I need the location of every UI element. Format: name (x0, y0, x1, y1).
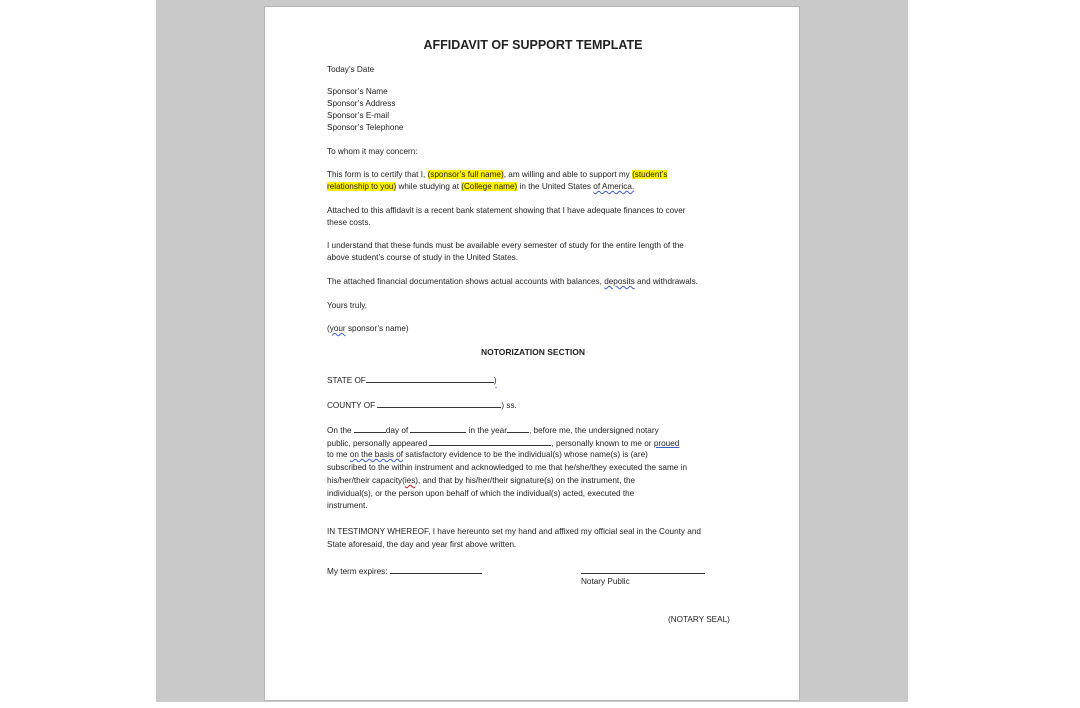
sponsor-name-line: Sponsor’s Name (327, 87, 388, 96)
term-blank (390, 565, 482, 574)
certify-text: This form is to certify that I, (327, 170, 428, 179)
paragraph-bank-line-2: these costs. (327, 218, 371, 227)
signature-line (327, 324, 409, 334)
grammar-flag: proued (653, 439, 680, 448)
paragraph-funds-line-1: I understand that these funds must be available every semester of study for the entire length of the (327, 241, 684, 250)
paragraph-bank-line-1: Attached to this affidavit is a recent bank statement showing that I have adequate finances to cover (327, 206, 686, 215)
county-label: COUNTY OF (327, 401, 376, 410)
salutation: To whom it may concern: (327, 147, 418, 156)
spelling-flag: ies (404, 476, 416, 485)
month-blank (410, 424, 466, 433)
student-relationship-placeholder: (student’s (632, 170, 668, 179)
documentation-text: The attached financial documentation shows actual accounts with balances, (327, 277, 605, 286)
term-label: My term expires: (327, 567, 390, 576)
closing: Yours truly, (327, 301, 368, 310)
notary-text: day of (385, 426, 411, 435)
grammar-flag: your (329, 324, 346, 333)
notary-public-label: Notary Public (581, 577, 630, 586)
notary-text: , before me, the undersigned notary (528, 426, 659, 435)
documentation-text: and withdrawals. (634, 277, 698, 286)
state-of-line (327, 374, 497, 386)
grammar-flag: of America. (593, 182, 635, 191)
paragraph-funds-line-2: above student’s course of study in the United States. (327, 253, 519, 262)
notary-line-4: subscribed to the within instrument and acknowledged to me that he/she/they executed the same in (327, 463, 688, 472)
state-label: STATE OF (327, 376, 366, 385)
certify-text: while studying at (396, 182, 462, 191)
signature-text: sponsor’s name) (345, 324, 409, 333)
term-expires-line (327, 565, 482, 577)
county-of-line (327, 399, 517, 411)
notarization-heading: NOTORIZATION SECTION (480, 347, 586, 357)
paragraph-certify-line-2 (327, 182, 634, 192)
document-page (264, 6, 800, 701)
student-relationship-placeholder: relationship to you) (327, 182, 397, 191)
county-ss: ) ss. (501, 401, 517, 410)
paragraph-documentation (327, 277, 698, 287)
notary-text: , personally known to me or (551, 439, 654, 448)
county-blank (377, 399, 501, 408)
state-close-paren: ) (493, 376, 497, 385)
document-title: AFFIDAVIT OF SUPPORT TEMPLATE (423, 38, 643, 52)
testimony-line-2: State aforesaid, the day and year first above written. (327, 540, 517, 549)
notary-line-2 (327, 437, 679, 449)
notary-line-5 (327, 476, 635, 486)
sponsor-phone-line: Sponsor’s Telephone (327, 123, 404, 132)
date-line: Today’s Date (327, 65, 375, 74)
notary-text: satisfactory evidence to be the individual(s) whose name(s) is (are) (403, 450, 648, 459)
notary-signature-line (581, 573, 705, 574)
notary-line-1 (327, 424, 659, 436)
appeared-blank (429, 437, 551, 446)
year-blank (507, 424, 529, 433)
certify-text: in the United States (517, 182, 594, 191)
notary-text: On the (327, 426, 354, 435)
sponsor-full-name-placeholder: (sponsor’s full name) (427, 170, 504, 179)
certify-text: , am willing and able to support my (503, 170, 633, 179)
notary-line-7: instrument. (327, 501, 368, 510)
notary-seal-label: (NOTARY SEAL) (668, 615, 730, 624)
sponsor-address-line: Sponsor’s Address (327, 99, 396, 108)
state-blank (366, 374, 494, 383)
notary-text: public, personally appeared (327, 439, 430, 448)
testimony-line-1: IN TESTIMONY WHEREOF, I have hereunto set my hand and affixed my official seal in the County and (327, 527, 701, 536)
notary-line-6: individual(s), or the person upon behalf of which the individual(s) acted, executed the (327, 489, 635, 498)
paragraph-certify-line-1 (327, 170, 667, 180)
signature-text: ( (327, 324, 330, 333)
notary-text: to me (327, 450, 350, 459)
notary-text: his/her/their capacity( (327, 476, 405, 485)
notary-text: in the year (466, 426, 507, 435)
notary-text: ), and that by his/her/their signature(s) on the instrument, the (415, 476, 636, 485)
sponsor-email-line: Sponsor’s E-mail (327, 111, 390, 120)
college-name-placeholder: (College name) (461, 182, 518, 191)
day-blank (354, 424, 386, 433)
notary-line-3 (327, 450, 648, 460)
grammar-flag: deposits (604, 277, 635, 286)
grammar-flag: on the basis of (349, 450, 404, 459)
